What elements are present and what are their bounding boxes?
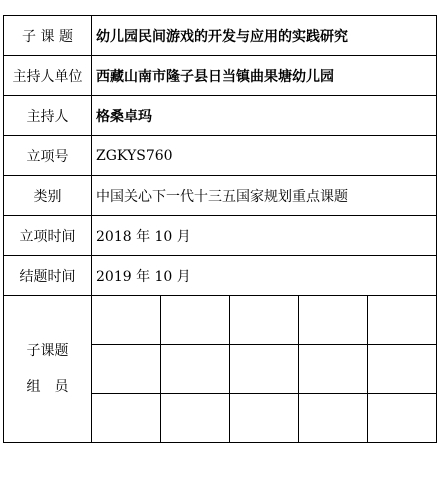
member-cell [368,345,437,394]
member-cell [299,394,368,443]
host-value: 格桑卓玛 [92,96,437,136]
subproject-title-value: 幼儿园民间游戏的开发与应用的实践研究 [92,16,437,56]
row-host-unit [4,56,437,96]
member-cell [92,345,161,394]
row-members-1 [4,296,437,345]
row-completion-time [4,256,437,296]
project-info-table [3,15,437,443]
completion-time-label: 结题时间 [4,256,92,296]
subproject-title-label: 子 课 题 [4,16,92,56]
members-label [4,296,92,443]
member-cell [230,296,299,345]
category-label: 类别 [4,176,92,216]
member-cell [368,296,437,345]
member-cell [161,345,230,394]
member-cell [299,345,368,394]
row-host [4,96,437,136]
member-cell [92,296,161,345]
row-approval-time [4,216,437,256]
completion-time-value: 2019 年 10 月 [92,256,437,296]
approval-time-value: 2018 年 10 月 [92,216,437,256]
approval-time-label: 立项时间 [4,216,92,256]
member-cell [161,296,230,345]
host-unit-label: 主持人单位 [4,56,92,96]
row-project-number [4,136,437,176]
members-label-line1: 子课题 [26,343,69,359]
member-cell [161,394,230,443]
category-value: 中国关心下一代十三五国家规划重点课题 [92,176,437,216]
member-cell [299,296,368,345]
project-number-value: ZGKYS760 [92,136,437,176]
row-subproject-title [4,16,437,56]
host-label: 主持人 [4,96,92,136]
row-category [4,176,437,216]
member-cell [230,394,299,443]
member-cell [230,345,299,394]
members-label-line2: 组 员 [26,379,69,395]
member-cell [92,394,161,443]
project-number-label: 立项号 [4,136,92,176]
host-unit-value: 西藏山南市隆子县日当镇曲果塘幼儿园 [92,56,437,96]
member-cell [368,394,437,443]
